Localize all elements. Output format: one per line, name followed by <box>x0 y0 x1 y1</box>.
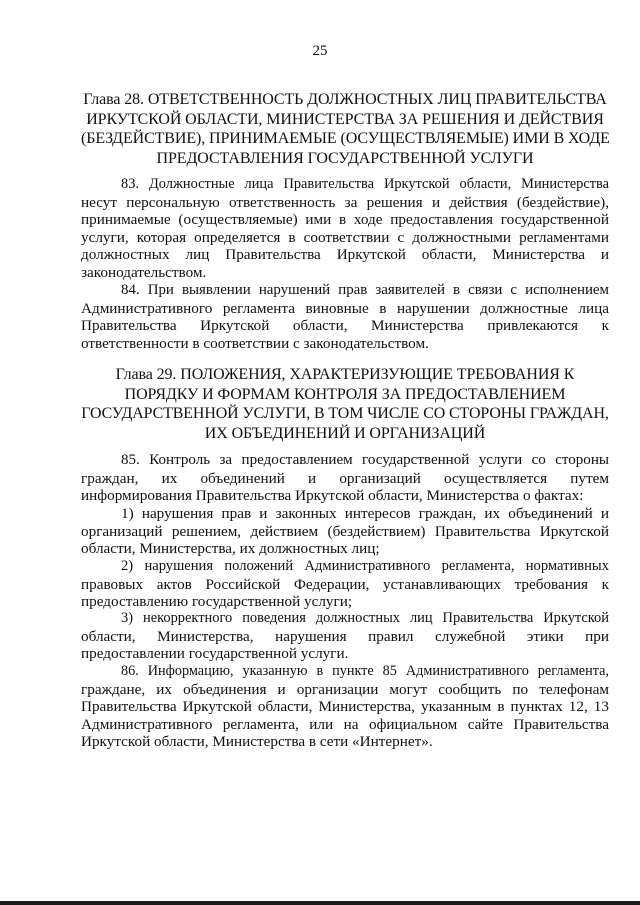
paragraph-line: Административного регламента, или на официальном сайте Правительства <box>81 715 609 733</box>
chapter-28-title-line: (БЕЗДЕЙСТВИЕ), ПРИНИМАЕМЫЕ (ОСУЩЕСТВЛЯЕМЫЕ) ИМИ В ХОДЕ <box>81 130 610 148</box>
paragraph-line: предоставлению государственной услуги; <box>81 593 353 611</box>
chapter-28-title-line: ИРКУТСКОЙ ОБЛАСТИ, МИНИСТЕРСТВА ЗА РЕШЕНИЯ И ДЕЙСТВИЯ <box>86 110 604 128</box>
chapter-29-title-line: ИХ ОБЪЕДИНЕНИЙ И ОРГАНИЗАЦИЙ <box>204 424 486 442</box>
paragraph-line: граждан, их объединений и организаций осуществляется путем <box>81 469 609 487</box>
paragraph-line: должностных лиц Правительства Иркутской области, Министерства и <box>81 246 609 264</box>
chapter-29-title-line: ПОРЯДКУ И ФОРМАМ КОНТРОЛЯ ЗА ПРЕДОСТАВЛЕНИЕМ <box>124 385 566 403</box>
paragraph-84 <box>81 282 609 352</box>
paragraph-line: Правительства Иркутской области, Министерства, указанным в пунктах 12, 13 <box>81 698 609 716</box>
paragraph-line: 3) некорректного поведения должностных лиц Правительства Иркутской <box>121 610 609 626</box>
paragraph-line: 1) нарушения прав и законных интересов граждан, их объединений и <box>121 505 609 522</box>
paragraph-line: принимаемые (осуществляемые) ими в ходе предоставления государственной <box>81 211 609 229</box>
paragraph-line: организаций решением, действием (бездействием) Правительства Иркутской <box>81 522 609 540</box>
list-item-1 <box>81 505 609 558</box>
paragraph-line: 2) нарушения положений Административного регламента, нормативных <box>121 558 609 574</box>
chapter-28-title-line: Глава 28. ОТВЕТСТВЕННОСТЬ ДОЛЖНОСТНЫХ ЛИЦ ПРАВИТЕЛЬСТВА <box>83 91 607 108</box>
paragraph-line: законодательством. <box>81 263 207 281</box>
chapter-28-title-line: ПРЕДОСТАВЛЕНИЯ ГОСУДАРСТВЕННОЙ УСЛУГИ <box>156 149 534 167</box>
paragraph-line: области, Министерства, их должностных лиц; <box>81 540 380 558</box>
paragraph-line: Административного регламента виновные в нарушении должностные лица <box>81 299 609 317</box>
paragraph-line: области, Министерства, нарушения правил служебной этики при <box>81 627 609 645</box>
paragraph-line: правовых актов Российской Федерации, устанавливающих требования к <box>81 575 609 593</box>
scan-edge-divider <box>0 901 640 905</box>
paragraph-83 <box>81 176 609 282</box>
paragraph-line: 84. При выявлении нарушений прав заявителей в связи с исполнением <box>121 282 609 298</box>
chapter-29-title-line: Глава 29. ПОЛОЖЕНИЯ, ХАРАКТЕРИЗУЮЩИЕ ТРЕБОВАНИЯ К <box>115 366 575 383</box>
paragraph-line: Правительства Иркутской области, Министерства привлекаются к <box>81 317 609 335</box>
list-item-3 <box>81 610 609 663</box>
paragraph-line: предоставлении государственной услуги. <box>81 645 349 663</box>
paragraph-line: Иркутской области, Министерства в сети «Интернет». <box>81 733 433 751</box>
paragraph-line: несут персональную ответственность за решения и действия (бездействие), <box>81 193 609 211</box>
paragraph-line: услуги, которая определяется в соответствии с должностными регламентами <box>81 228 609 246</box>
chapter-29-title-line: ГОСУДАРСТВЕННОЙ УСЛУГИ, В ТОМ ЧИСЛЕ СО СТОРОНЫ ГРАЖДАН, <box>81 405 609 423</box>
paragraph-line: 86. Информацию, указанную в пункте 85 Административного регламента, <box>121 663 609 679</box>
paragraph-line: ответственности в соответствии с законодательством. <box>81 334 429 352</box>
paragraph-86 <box>81 663 609 751</box>
paragraph-line: 85. Контроль за предоставлением государственной услуги со стороны <box>121 452 609 468</box>
paragraph-line: 83. Должностные лица Правительства Иркутской области, Министерства <box>121 176 609 192</box>
chapter-29-heading <box>81 365 609 443</box>
chapter-28-heading <box>81 90 609 168</box>
page-number: 25 <box>312 43 328 59</box>
paragraph-85 <box>81 452 609 505</box>
paragraph-line: информирования Правительства Иркутской области, Министерства о фактах: <box>81 487 584 505</box>
paragraph-line: граждане, их объединения и организации могут сообщить по телефонам <box>81 680 609 698</box>
list-item-2 <box>81 558 609 611</box>
